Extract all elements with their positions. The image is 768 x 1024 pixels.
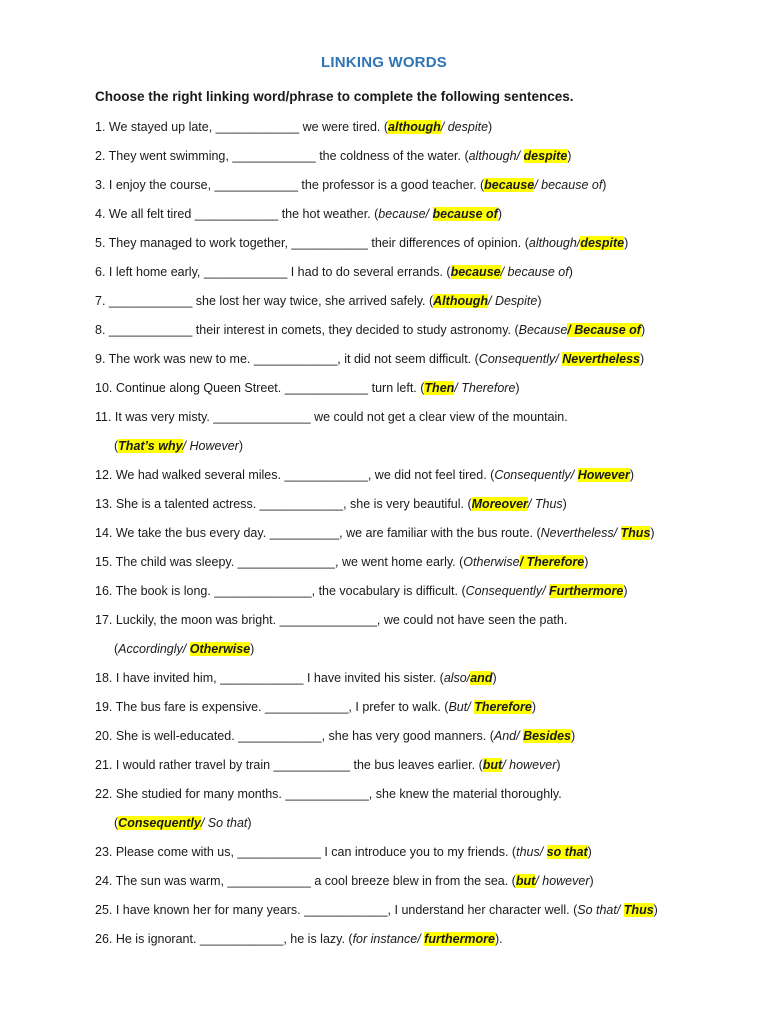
sentence-text: 5. They managed to work together, ___________ their differences of opinion. ( <box>95 236 529 250</box>
exercise-sentence <box>95 784 735 813</box>
exercise-sentence <box>95 291 735 320</box>
closing-paren: ) <box>488 120 493 134</box>
exercise-sentence <box>95 871 735 900</box>
answer-options <box>519 323 641 337</box>
option-text: because/ <box>378 207 433 221</box>
answer-options <box>463 555 584 569</box>
highlighted-answer: / Therefore <box>519 555 585 569</box>
answer-options <box>494 729 571 743</box>
answer-options <box>378 207 498 221</box>
closing-paren: ) <box>556 758 561 772</box>
option-text: Consequently/ <box>494 468 578 482</box>
closing-paren: ) <box>640 352 645 366</box>
sentence-text: 14. We take the bus every day. __________, we are familiar with the bus route. ( <box>95 526 541 540</box>
exercise-sentence <box>95 494 735 523</box>
exercise-sentence <box>95 233 735 262</box>
closing-paren: ) <box>568 265 573 279</box>
highlighted-answer: Nevertheless <box>562 352 641 366</box>
closing-paren: ) <box>623 584 628 598</box>
highlighted-answer: Thus <box>623 903 654 917</box>
exercise-sentence <box>95 117 735 146</box>
answer-options <box>479 352 640 366</box>
option-text: for instance/ <box>352 932 425 946</box>
closing-paren: ) <box>492 671 497 685</box>
sentence-text: 2. They went swimming, ____________ the coldness of the water. ( <box>95 149 469 163</box>
option-text: But/ <box>448 700 475 714</box>
option-text: And/ <box>493 729 524 743</box>
answer-options <box>388 120 488 134</box>
exercise-sentence <box>95 552 735 581</box>
sentence-text: 17. Luckily, the moon was bright. ______________, we could not have seen the path. <box>95 613 568 627</box>
highlighted-answer: However <box>577 468 630 482</box>
closing-paren: ) <box>562 497 567 511</box>
closing-paren: ) <box>567 149 572 163</box>
exercise-sentence <box>95 581 735 610</box>
exercise-sentence <box>95 407 735 436</box>
closing-paren: ) <box>650 526 655 540</box>
exercise-options-line <box>95 813 735 842</box>
option-text: / Despite <box>488 294 538 308</box>
answer-options <box>483 758 557 772</box>
highlighted-answer: and <box>470 671 493 685</box>
answer-options <box>424 381 515 395</box>
closing-paren: ) <box>537 294 542 308</box>
option-text: So that/ <box>577 903 624 917</box>
sentence-text: 18. I have invited him, ____________ I have invited his sister. ( <box>95 671 444 685</box>
exercise-sentence <box>95 929 735 958</box>
highlighted-answer: Besides <box>523 729 572 743</box>
option-text: / Therefore <box>454 381 516 395</box>
option-text: thus/ <box>516 845 547 859</box>
highlighted-answer: Then <box>424 381 455 395</box>
highlighted-answer: That’s why <box>118 439 183 453</box>
closing-paren: ) <box>238 439 243 453</box>
answer-options <box>469 149 568 163</box>
sentence-text: 25. I have known her for many years. ____________, I understand her character well. ( <box>95 903 578 917</box>
option-text: Consequently/ <box>478 352 563 366</box>
answer-options <box>444 671 493 685</box>
option-text: Consequently/ <box>465 584 550 598</box>
closing-paren: ) <box>515 381 520 395</box>
sentence-text: ( <box>114 642 119 656</box>
answer-options <box>118 439 239 453</box>
closing-paren: ) <box>584 555 589 569</box>
closing-paren: ) <box>640 323 646 337</box>
option-text: also/ <box>443 671 471 685</box>
answer-options <box>353 932 495 946</box>
highlighted-answer: Moreover <box>471 497 528 511</box>
answer-options <box>494 468 630 482</box>
highlighted-answer: / Because of <box>567 323 641 337</box>
highlighted-answer: but <box>515 874 536 888</box>
highlighted-answer: but <box>482 758 503 772</box>
sentence-text: 1. We stayed up late, ____________ we were tired. ( <box>95 120 389 134</box>
sentence-text: 26. He is ignorant. ____________, he is lazy. ( <box>95 932 353 946</box>
closing-paren: ) <box>589 874 594 888</box>
option-text: / because of <box>500 265 569 279</box>
closing-paren: ) <box>247 816 252 830</box>
highlighted-answer: because <box>450 265 501 279</box>
answer-options <box>529 236 624 250</box>
answer-options <box>516 874 590 888</box>
sentence-text: 3. I enjoy the course, ____________ the professor is a good teacher. ( <box>95 178 485 192</box>
exercise-options-line <box>95 436 735 465</box>
highlighted-answer: Although <box>433 294 488 308</box>
highlighted-answer: because of <box>432 207 498 221</box>
highlighted-answer: Otherwise <box>189 642 251 656</box>
exercise-sentence <box>95 175 735 204</box>
option-text: / However <box>182 439 239 453</box>
exercise-sentence <box>95 668 735 697</box>
option-text: Accordingly/ <box>118 642 190 656</box>
closing-paren: ) <box>624 236 629 250</box>
exercise-sentence <box>95 523 735 552</box>
exercise-sentence <box>95 755 735 784</box>
exercise-options-line <box>95 639 735 668</box>
instructions: Choose the right linking word/phrase to complete the following sentences. <box>95 89 574 104</box>
exercise-sentence <box>95 378 735 407</box>
closing-paren: ) <box>250 642 255 656</box>
exercise-sentence <box>95 697 735 726</box>
closing-paren: ) <box>629 468 634 482</box>
answer-options <box>516 845 588 859</box>
sentence-text: 21. I would rather travel by train ___________ the bus leaves earlier. ( <box>95 758 483 772</box>
exercise-sentence <box>95 349 735 378</box>
page-title: LINKING WORDS <box>321 54 447 71</box>
option-text: Because <box>518 323 568 337</box>
sentence-text: 13. She is a talented actress. ____________, she is very beautiful. ( <box>95 497 472 511</box>
sentence-text: 7. ____________ she lost her way twice, she arrived safely. ( <box>95 294 434 308</box>
exercise-sentence <box>95 204 735 233</box>
sentence-text: 19. The bus fare is expensive. ____________, I prefer to walk. ( <box>95 700 449 714</box>
option-text: / So that <box>200 816 248 830</box>
sentence-text: 16. The book is long. ______________, the vocabulary is difficult. ( <box>95 584 466 598</box>
answer-options <box>448 700 531 714</box>
sentence-text: 11. It was very misty. ______________ we could not get a clear view of the mountain. <box>95 410 568 424</box>
exercise-sentence <box>95 900 735 929</box>
sentence-text: 23. Please come with us, ____________ I can introduce you to my friends. ( <box>95 845 517 859</box>
exercise-sentence <box>95 465 735 494</box>
sentence-text: 4. We all felt tired ____________ the hot weather. ( <box>95 207 379 221</box>
highlighted-answer: despite <box>523 149 568 163</box>
option-text: / despite <box>440 120 489 134</box>
answer-options <box>472 497 563 511</box>
sentence-text: 15. The child was sleepy. ______________, we went home early. ( <box>95 555 464 569</box>
exercise-sentence <box>95 262 735 291</box>
sentence-text: 20. She is well-educated. ____________, she has very good manners. ( <box>95 729 494 743</box>
closing-paren: ) <box>531 700 537 714</box>
answer-options <box>118 642 250 656</box>
answer-options <box>118 816 247 830</box>
highlighted-answer: despite <box>580 236 625 250</box>
exercise-sentence <box>95 610 735 639</box>
sentence-text: ( <box>114 439 119 453</box>
option-text: / Thus <box>527 497 563 511</box>
highlighted-answer: Furthermore <box>549 584 624 598</box>
answer-options <box>577 903 653 917</box>
option-text: Nevertheless/ <box>540 526 621 540</box>
highlighted-answer: Consequently <box>118 816 201 830</box>
sentence-text: 6. I left home early, ____________ I had to do several errands. ( <box>95 265 451 279</box>
highlighted-answer: because <box>484 178 535 192</box>
highlighted-answer: furthermore <box>424 932 495 946</box>
sentence-text: ( <box>114 816 119 830</box>
closing-paren: ) <box>602 178 607 192</box>
highlighted-answer: although <box>388 120 441 134</box>
closing-paren: ). <box>495 932 503 946</box>
sentence-text: 9. The work was new to me. ____________, it did not seem difficult. ( <box>95 352 479 366</box>
option-text: although/ <box>468 149 524 163</box>
exercise-sentence <box>95 146 735 175</box>
exercise-list <box>95 117 735 958</box>
option-text: although/ <box>528 236 581 250</box>
option-text: / however <box>535 874 590 888</box>
sentence-text: 12. We had walked several miles. ____________, we did not feel tired. ( <box>95 468 495 482</box>
answer-options <box>541 526 651 540</box>
sentence-text: 8. ____________ their interest in comets, they decided to study astronomy. ( <box>95 323 519 337</box>
answer-options <box>484 178 602 192</box>
exercise-sentence <box>95 726 735 755</box>
closing-paren: ) <box>571 729 576 743</box>
highlighted-answer: Therefore <box>474 700 532 714</box>
sentence-text: 10. Continue along Queen Street. ____________ turn left. ( <box>95 381 425 395</box>
answer-options <box>466 584 624 598</box>
closing-paren: ) <box>653 903 658 917</box>
sentence-text: 24. The sun was warm, ____________ a cool breeze blew in from the sea. ( <box>95 874 516 888</box>
exercise-sentence <box>95 320 735 349</box>
closing-paren: ) <box>497 207 502 221</box>
answer-options <box>433 294 537 308</box>
sentence-text: 22. She studied for many months. ____________, she knew the material thoroughly. <box>95 787 562 801</box>
highlighted-answer: Thus <box>620 526 651 540</box>
highlighted-answer: so that <box>546 845 588 859</box>
exercise-sentence <box>95 842 735 871</box>
option-text: Otherwise <box>463 555 520 569</box>
option-text: / however <box>502 758 557 772</box>
option-text: / because of <box>534 178 603 192</box>
answer-options <box>451 265 569 279</box>
closing-paren: ) <box>587 845 592 859</box>
